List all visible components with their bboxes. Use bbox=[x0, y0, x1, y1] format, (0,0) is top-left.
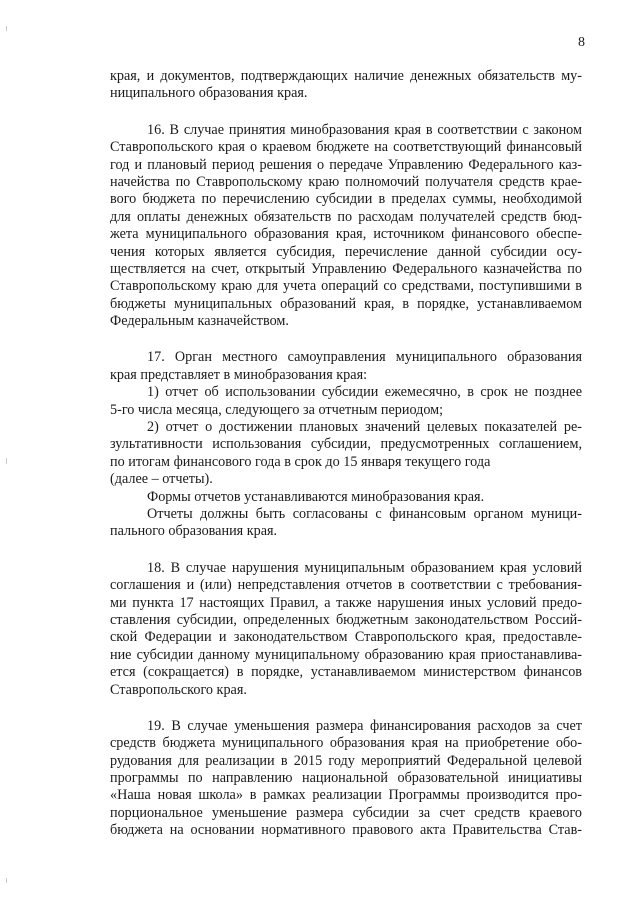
text-line: (далее – отчеты). bbox=[110, 471, 213, 488]
text-line: ской Федерации и законодательством Ставропольского края, предоставле- bbox=[110, 629, 582, 646]
text-line: пального образования края. bbox=[110, 523, 278, 540]
paragraph-17 bbox=[110, 349, 582, 384]
text-line: 2) отчет о достижении плановых значений целевых показателей ре- bbox=[147, 419, 582, 436]
text-line: соглашения и (или) непредставления отчетов в соответствии с требования- bbox=[110, 577, 582, 594]
paragraph-17-item-1 bbox=[110, 384, 582, 419]
paragraph-17-forms bbox=[110, 489, 582, 506]
page-number: 8 bbox=[578, 35, 585, 50]
text-line: 17. Орган местного самоуправления муниципального образования bbox=[147, 349, 582, 366]
text-line: ществляется на счет, открытый Управлению Федерального казначейства по bbox=[110, 260, 582, 277]
text-line: ставления субсидии, определенных бюджетным законодательством Россий- bbox=[110, 611, 582, 628]
scan-artifact bbox=[6, 878, 7, 883]
text-line: бюджеты муниципальных образований края, в порядке, устанавливаемом bbox=[110, 295, 582, 312]
text-line: программы по направлению национальной образовательной инициативы bbox=[110, 770, 582, 787]
text-line: 18. В случае нарушения муниципальным образованием края условий bbox=[147, 559, 582, 576]
text-line: Отчеты должны быть согласованы с финансовым органом муници- bbox=[147, 505, 582, 522]
text-line: Формы отчетов устанавливаются минобразования края. bbox=[147, 488, 485, 505]
text-line: 1) отчет об использовании субсидии ежемесячно, в срок не позднее bbox=[147, 384, 582, 401]
text-line: ется (сокращается) в порядке, устанавливаемом министерством финансов bbox=[110, 664, 582, 681]
text-line: 19. В случае уменьшения размера финансирования расходов за счет bbox=[147, 717, 582, 734]
text-line: бюджета на основании нормативного правового акта Правительства Став- bbox=[110, 822, 582, 839]
text-line: Ставропольскому краю для учета операций со средствами, поступившими в bbox=[110, 278, 582, 295]
text-line: Федеральным казначейством. bbox=[110, 313, 289, 330]
text-line: для оплаты денежных обязательств по расходам получателей средств бюд- bbox=[110, 208, 582, 225]
text-line: жета муниципального образования края, источником финансового обеспе- bbox=[110, 226, 582, 243]
paragraph-19 bbox=[110, 718, 582, 840]
text-line: год и плановый период решения о передаче Управлению Федерального каз- bbox=[110, 156, 582, 173]
text-line: начейства по Ставропольскому краю полномочий получателя средств крае- bbox=[110, 173, 582, 190]
text-line: 5-го числа месяца, следующего за отчетным периодом; bbox=[110, 401, 444, 418]
scan-artifact bbox=[6, 458, 7, 464]
text-line: края, и документов, подтверждающих наличие денежных обязательств му- bbox=[110, 68, 582, 84]
text-line: ние субсидии данному муниципальному образованию края приостанавлива- bbox=[110, 646, 582, 663]
paragraph-16 bbox=[110, 122, 582, 331]
text-line: Ставропольского края о краевом бюджете на соответствующий финансовый bbox=[110, 139, 582, 156]
text-line: ниципального образования края. bbox=[110, 85, 308, 102]
text-line: вого бюджета по перечислению субсидии в пределах суммы, необходимой bbox=[110, 191, 582, 208]
text-line: края представляет в минобразования края: bbox=[110, 366, 368, 383]
paragraph-17-item-2 bbox=[110, 419, 582, 489]
text-line: рудования для реализации в 2015 году мероприятий Федеральной целевой bbox=[110, 752, 582, 769]
text-line: Ставропольского края. bbox=[110, 681, 247, 698]
text-line: средств бюджета муниципального образования края на приобретение обо- bbox=[110, 735, 582, 752]
text-line: по итогам финансового года в срок до 15 января текущего года bbox=[110, 453, 491, 470]
text-line: 16. В случае принятия минобразования края в соответствии с законом bbox=[147, 121, 582, 138]
document-body bbox=[110, 68, 582, 840]
text-line: «Наша новая школа» в рамках реализации Программы производится про- bbox=[110, 787, 582, 804]
text-line: зультативности использования субсидии, предусмотренных соглашением, bbox=[110, 436, 582, 453]
scan-artifact bbox=[6, 26, 7, 31]
paragraph-18 bbox=[110, 560, 582, 699]
text-line: ми пункта 17 настоящих Правил, а также нарушения иных условий предо- bbox=[110, 594, 582, 611]
text-line: чения которых является субсидия, перечисление данной субсидии осу- bbox=[110, 243, 582, 260]
text-line: порциональное уменьшение размера субсидии за счет средств краевого bbox=[110, 804, 582, 821]
paragraph-17-agreement bbox=[110, 506, 582, 541]
paragraph-continuation bbox=[110, 68, 582, 103]
